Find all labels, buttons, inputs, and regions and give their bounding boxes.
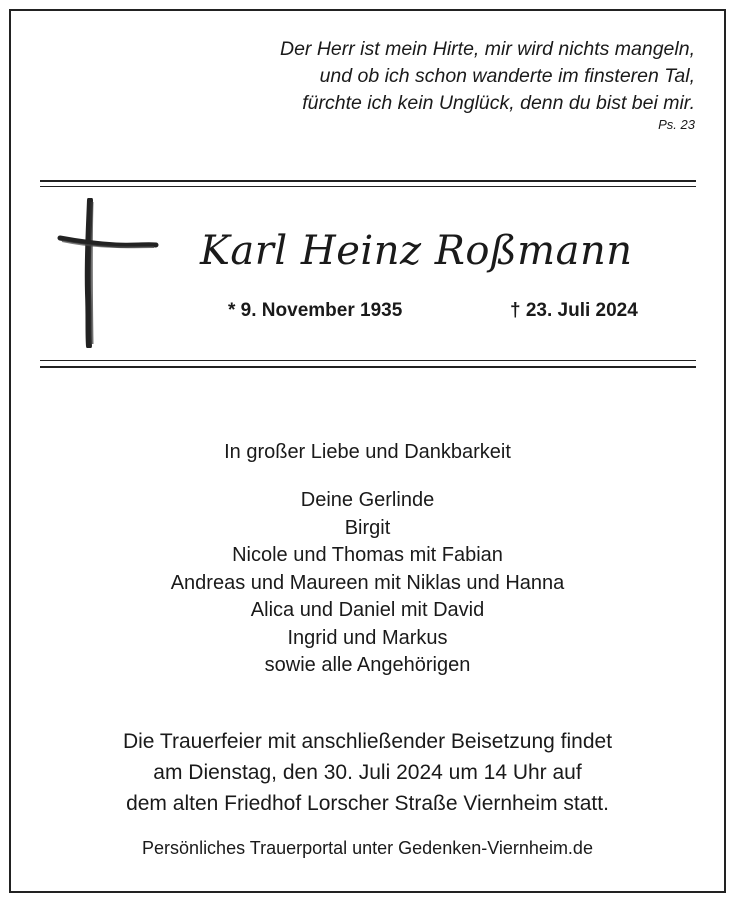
family-member: Andreas und Maureen mit Niklas und Hanna bbox=[170, 571, 565, 594]
quote-reference: Ps. 23 bbox=[658, 117, 695, 132]
family-list bbox=[0, 487, 735, 680]
deceased-name: Karl Heinz Roßmann bbox=[200, 228, 633, 274]
service-line: am Dienstag, den 30. Juli 2024 um 14 Uhr auf bbox=[153, 761, 582, 784]
family-member: Birgit bbox=[344, 516, 391, 539]
divider-top-thin bbox=[40, 186, 696, 187]
service-line: Die Trauerfeier mit anschließender Beisetzung findet bbox=[122, 730, 613, 753]
death-date: † 23. Juli 2024 bbox=[510, 300, 638, 321]
intro-text: In großer Liebe und Dankbarkeit bbox=[224, 441, 511, 463]
family-member: Deine Gerlinde bbox=[300, 489, 435, 511]
divider-bottom-thin bbox=[40, 360, 696, 361]
portal-text: Persönliches Trauerportal unter Gedenken-Viernheim.de bbox=[142, 838, 593, 858]
psalm-quote bbox=[280, 36, 695, 133]
family-member: Alica und Daniel mit David bbox=[250, 599, 485, 621]
family-member: sowie alle Angehörigen bbox=[264, 654, 471, 676]
family-member: Nicole und Thomas mit Fabian bbox=[232, 544, 503, 566]
service-info bbox=[0, 726, 735, 819]
birth-date: * 9. November 1935 bbox=[228, 300, 403, 321]
quote-line: fürchte ich kein Unglück, denn du bist bei mir. bbox=[302, 92, 695, 114]
quote-line: Der Herr ist mein Hirte, mir wird nichts mangeln, bbox=[279, 38, 695, 60]
divider-top bbox=[40, 180, 696, 182]
family-member: Ingrid und Markus bbox=[287, 626, 448, 649]
service-line: dem alten Friedhof Lorscher Straße Viernheim statt. bbox=[126, 792, 609, 815]
quote-line: und ob ich schon wanderte im finsteren Tal, bbox=[319, 65, 695, 87]
cross-icon bbox=[56, 198, 160, 348]
divider-bottom bbox=[40, 366, 696, 368]
